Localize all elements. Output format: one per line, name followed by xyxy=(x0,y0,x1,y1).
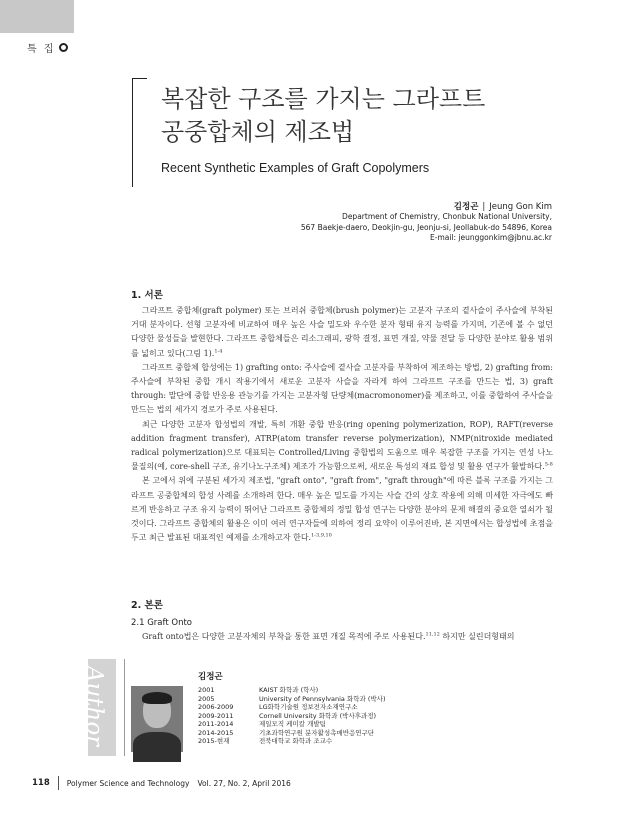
bio-list xyxy=(198,686,386,746)
page-number: 118 xyxy=(32,778,50,788)
bio-row: 2009-2011 Cornell University 화학과 (박사후과정) xyxy=(198,711,377,720)
bio-row: 2005 University of Pennsylvania 화학과 (박사) xyxy=(198,694,386,703)
author-name-ko: 김정곤 xyxy=(453,202,479,212)
author-separator: | xyxy=(482,202,486,212)
citation: 5-8 xyxy=(544,461,553,468)
section-tag xyxy=(27,40,68,55)
section-2-heading: 2. 본론 xyxy=(131,600,163,611)
bio-row: 2001 KAIST 화학과 (학사) xyxy=(198,686,319,694)
affiliation-line-1: Department of Chemistry, Chonbuk National University, xyxy=(342,212,552,221)
author-divider xyxy=(124,659,125,756)
ring-icon xyxy=(59,43,68,52)
paragraph: 최근 다양한 고분자 합성법의 개발, 특히 개환 중합 반응(ring opening polymerization, ROP), RAFT(reverse addition fragment transfer), ATRP(atom transfer reverse polymerization), NMP(nitroxide mediated radical polymerization)으로 대표되는 Controlled/Living 중합법의 도움으로 매우 복잡한 구조를 가지는 연성 나노물질의(예, core-shell 구조, 유기나노구조체) 제조가 가능함으로써, 새로운 특성의 재료 합성 및 활용 연구가 활발하다.$^{5-8}$ xyxy=(131,419,553,472)
section-1-heading: 1. 서론 xyxy=(131,290,163,301)
author-line xyxy=(454,200,552,212)
citation: 11,12 xyxy=(425,631,440,638)
author-photo xyxy=(131,686,183,752)
affiliation xyxy=(301,212,552,244)
bio-row: 2006-2009 LG화학기술원 정보전자소재연구소 xyxy=(198,703,358,711)
section-1-body xyxy=(131,304,553,545)
bio-name: 김정곤 xyxy=(198,672,223,682)
paragraph: 본 고에서 위에 구분된 세가지 제조법, "graft onto", "graft from", "graft through"에 따른 블록 구조를 가지는 그라프트 공중합체의 합성 사례를 소개하려 한다. 매우 높은 밀도를 가지는 사슬 간의 상호 작용에 의해 미세한 자극에도 빠르게 반응하고 구조 유지 능력이 뛰어난 그라프트 중합체의 정밀 합성 연구는 다양한 분야의 문제 해결의 중요한 열쇠가 될 것이다. 그라프트 중합체의 활용은 이미 여러 연구자들에 의하여 정리 요약이 이루어진바, 본 지면에서는 합성법에 초점을 두고 최근 발표된 대표적인 예제를 소개하고자 한다.$^{1-3,9,10}$ xyxy=(131,476,553,543)
subsection-2-1-body xyxy=(131,630,553,644)
paragraph: Graft onto법은 다양한 고분자체의 부착을 통한 표면 개질 목적에 주로 사용된다.$^{11,12}$ 하지만 실린더형태의 xyxy=(142,631,515,641)
paragraph: 그라프트 중합체 합성에는 1) grafting onto: 주사슬에 곁사슬 고분자를 부착하여 제조하는 방법, 2) grafting from: 주사슬에 부착된 중합 개시 작용기에서 새로운 고분자 사슬을 자라게 하여 그라프트 구조를 만드는 법, 3) graft through: 말단에 중합 반응용 관능기를 가지는 고분자형 단량체(macromonomer)를 제조하고, 이를 중합하여 주사슬을 만드는 법의 세가지 경로가 주로 사용된다. xyxy=(131,362,553,415)
korean-title-line-1: 복잡한 구조를 가지는 그라프트 xyxy=(161,85,486,113)
journal-volume: Vol. 27, No. 2, April 2016 xyxy=(197,778,291,788)
author-name-en: Jeung Gon Kim xyxy=(489,202,552,212)
english-title: Recent Synthetic Examples of Graft Copolymers xyxy=(161,161,430,175)
bio-row: 2015-현재 전북대학교 화학과 조교수 xyxy=(198,737,333,745)
section-tag-label: 특 집 xyxy=(27,44,56,55)
bio-row: 2011-2014 제일모직 케미칼 개발팀 xyxy=(198,720,326,728)
footer-divider xyxy=(58,776,59,790)
bio-row: 2014-2015 기초과학연구원 분자활성촉매반응연구단 xyxy=(198,728,375,737)
journal-name: Polymer Science and Technology xyxy=(66,778,190,788)
citation: 1-4 xyxy=(214,347,223,354)
title-bracket xyxy=(132,78,147,187)
korean-title xyxy=(161,83,485,149)
author-side-label: Author xyxy=(81,665,108,747)
author-side-panel xyxy=(81,659,116,756)
photo-shoulders xyxy=(133,732,181,762)
author-email: E-mail: jeunggonkim@jbnu.ac.kr xyxy=(430,233,552,242)
citation: 1-3,9,10 xyxy=(311,532,332,539)
subsection-2-1-heading: 2.1 Graft Onto xyxy=(131,618,192,628)
page-footer xyxy=(32,776,291,790)
paragraph: 그라프트 중합체(graft polymer) 또는 브러쉬 중합체(brush polymer)는 고분자 구조의 곁사슬이 주사슬에 부착된 거대 분자이다. 선형 고분자에 비교하여 매우 높은 사슬 밀도와 우수한 분자 형태 유지 능력를 가지며, 기존에 볼 수 없던 다양한 물성들을 발현한다. 그라프트 중합체들은 리소그래피, 광학 결정, 표면 개질, 약물 전달 등 다양한 분야로 활용 범위를 넓히고 있다(그림 1).$^{1-4}$ xyxy=(131,306,553,358)
corner-tab-block xyxy=(0,0,74,33)
affiliation-line-2: 567 Baekje-daero, Deokjin-gu, Jeonju-si, Jeollabuk-do 54896, Korea xyxy=(300,222,552,232)
photo-hair xyxy=(142,692,172,704)
korean-title-line-2: 공중합체의 제조법 xyxy=(161,118,355,146)
